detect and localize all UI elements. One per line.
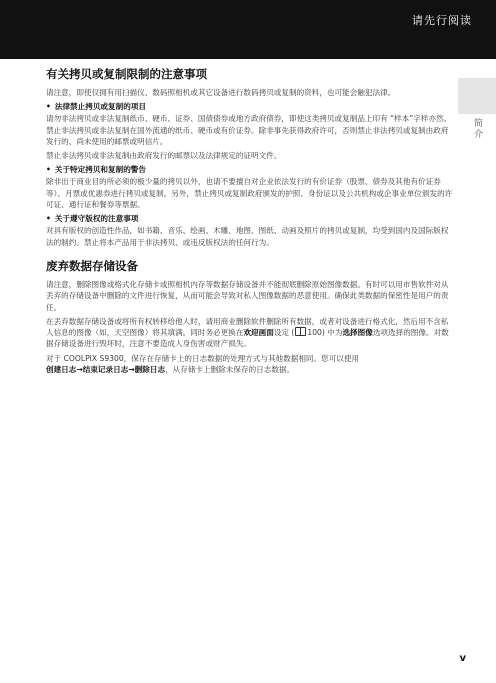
subsection-title: • 关于特定拷贝和复制的警告 bbox=[46, 165, 146, 175]
paragraph: 对具有版权的创造性作品，如书籍、音乐、绘画、木雕、地图、图纸、动画及照片的拷贝或复制，均受到国内及国际版权法的制约。禁止将本产品用于非法拷贝、或违反版权法的任何行为。 bbox=[46, 226, 449, 247]
menu-term-welcome-screen: 欢迎画面 bbox=[243, 328, 274, 338]
paragraph: 禁止非法拷贝或非法复制由政府发行的邮票以及法律规定的证明文件。 bbox=[46, 151, 282, 161]
header-title: 请先行阅读 bbox=[412, 14, 472, 27]
paragraph: 请勿非法拷贝或非法复制纸币、硬币、证券、国债债券或地方政府债券，即使这类拷贝或复制品上印有 “样本”字样亦然。禁止非法拷贝或非法复制在国外流通的纸币、硬币或有价证券。除非事先获得政府许可，否则禁止非法拷贝或复制由政府发行的、尚未使用的邮票或明信片。 bbox=[46, 114, 452, 146]
paragraph: 除非出于商业目的所必须的极少量的拷贝以外，也请不要擅自对企业依法发行的有价证券（股票、债券及其他有价证券等）、月票或优惠券进行拷贝或复制。另外，禁止拷贝或复制政府颁发的护照、身份证以及公共机构或企事业单位颁发的许可证、通行证和餐券等票据。 bbox=[46, 177, 453, 210]
paragraph: 在丢弃数据存储设备或将所有权转移给他人时，请用商业删除软件删除所有数据，或者对设备进行格式化，然后用不含私人信息的图像（如，天空图像）将其填满。同时务必更换在欢迎画面设定 ( 100) 中为选择图像选项选择的图像。对数据存储设备进行毁坏时，注意不要造成人身伤害或财产损失。 bbox=[46, 316, 449, 349]
paragraph: 对于 COOLPIX S9300，保存在存储卡上的日志数据的处理方式与其他数据相同。您可以使用 创建日志→结束记录日志→删除日志，从存储卡上删除未保存的日志数据。 bbox=[46, 353, 360, 375]
section-title-copy-restrictions: 有关拷贝或复制限制的注意事项 bbox=[46, 67, 207, 81]
section-intro: 请注意，即使仅拥有用扫描仪、数码照相机或其它设备进行数码拷贝或复制的资料，也可能会触犯法律。 bbox=[46, 88, 396, 97]
bullet-icon: • bbox=[46, 102, 51, 112]
sidebar-label: 简介 bbox=[472, 118, 482, 140]
menu-term-select-image: 选择图像 bbox=[342, 328, 373, 338]
subsection-title: • 法律禁止拷贝或复制的项目 bbox=[46, 102, 146, 112]
bullet-icon: • bbox=[46, 165, 51, 175]
paragraph: 请注意，删除图像或格式化存储卡或照相机内存等数据存储设备并不能彻底删除原始图像数据。有时可以用市售软件对从丢弃的存储设备中删除的文件进行恢复，从而可能会导致对私人图像数据的恶意使用。确保此类数据的保密性是用户的责任。 bbox=[46, 279, 449, 312]
subsection-title: • 关于遵守版权的注意事项 bbox=[46, 214, 139, 224]
section-title-data-disposal: 废弃数据存储设备 bbox=[46, 258, 138, 273]
main-content bbox=[46, 66, 456, 375]
menu-term-log-sequence: 创建日志→结束记录日志→删除日志 bbox=[46, 365, 166, 375]
page-number: v bbox=[459, 653, 466, 664]
bullet-icon: • bbox=[46, 214, 51, 224]
book-reference-icon bbox=[295, 327, 306, 336]
sidebar-tab bbox=[458, 78, 496, 114]
header-bar bbox=[0, 0, 496, 59]
